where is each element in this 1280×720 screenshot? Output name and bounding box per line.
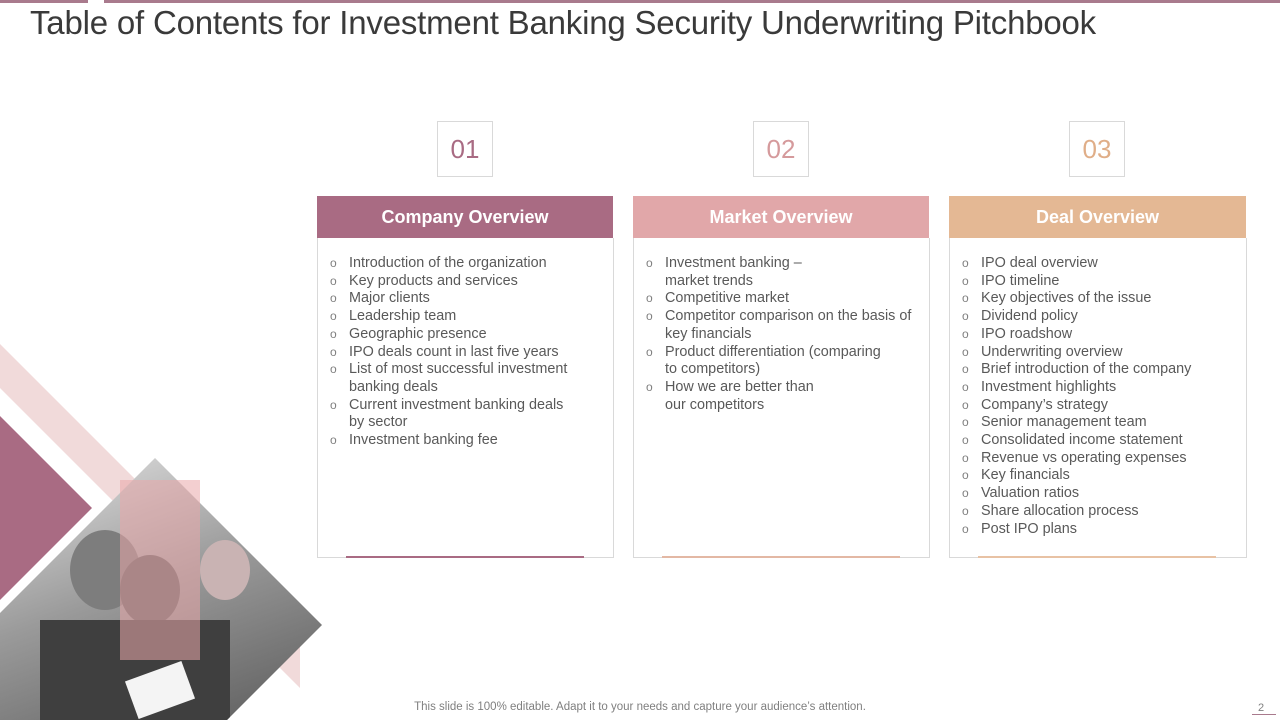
section-list bbox=[330, 255, 600, 450]
list-item: o Current investment banking deals by sector bbox=[330, 397, 577, 432]
list-item: o Competitor comparison on the basis of key financials bbox=[646, 308, 918, 343]
list-item: o Investment banking – market trends bbox=[646, 255, 805, 290]
list-item: o Competitive market bbox=[646, 290, 918, 308]
list-item: o Brief introduction of the company bbox=[962, 361, 1237, 379]
list-item: o Key products and services bbox=[330, 273, 600, 291]
list-item: o Revenue vs operating expenses bbox=[962, 450, 1237, 468]
list-item: o IPO deal overview bbox=[962, 255, 1237, 273]
section-heading: Deal Overview bbox=[949, 196, 1246, 238]
section-underline bbox=[346, 556, 584, 558]
top-accent-line bbox=[0, 0, 88, 3]
list-item: o Dividend policy bbox=[962, 308, 1237, 326]
list-item: o Major clients bbox=[330, 290, 600, 308]
list-item: o Post IPO plans bbox=[962, 521, 1237, 539]
section-number: 01 bbox=[437, 121, 493, 177]
page-number: 2 bbox=[1258, 702, 1265, 714]
section-heading: Company Overview bbox=[317, 196, 613, 238]
list-item: o Leadership team bbox=[330, 308, 600, 326]
slide-title: Table of Contents for Investment Banking Security Underwriting Pitchbook bbox=[30, 4, 1096, 41]
list-item: o List of most successful investment banking deals bbox=[330, 361, 577, 396]
list-item: o Key objectives of the issue bbox=[962, 290, 1237, 308]
list-item: o Senior management team bbox=[962, 414, 1237, 432]
list-item: o Share allocation process bbox=[962, 503, 1237, 521]
section-list bbox=[962, 255, 1237, 538]
list-item: o How we are better than our competitors bbox=[646, 379, 825, 414]
section-underline bbox=[662, 556, 900, 558]
list-item: o Company’s strategy bbox=[962, 397, 1237, 415]
page-number-underline bbox=[1252, 714, 1276, 715]
section-number: 03 bbox=[1069, 121, 1125, 177]
section-underline bbox=[978, 556, 1216, 558]
list-item: o Investment banking fee bbox=[330, 432, 600, 450]
footer-note: This slide is 100% editable. Adapt it to your needs and capture your audience’s attention. bbox=[414, 701, 866, 713]
list-item: o IPO deals count in last five years bbox=[330, 344, 600, 362]
list-item: o Consolidated income statement bbox=[962, 432, 1237, 450]
list-item: o Introduction of the organization bbox=[330, 255, 600, 273]
decorative-artwork bbox=[0, 330, 340, 720]
list-item: o Product differentiation (comparing to competitors) bbox=[646, 344, 895, 379]
section-list bbox=[646, 255, 918, 414]
list-item: o IPO timeline bbox=[962, 273, 1237, 291]
section-heading: Market Overview bbox=[633, 196, 929, 238]
list-item: o IPO roadshow bbox=[962, 326, 1237, 344]
list-item: o Valuation ratios bbox=[962, 485, 1237, 503]
list-item: o Underwriting overview bbox=[962, 344, 1237, 362]
top-accent-line bbox=[104, 0, 1280, 3]
list-item: o Geographic presence bbox=[330, 326, 600, 344]
list-item: o Key financials bbox=[962, 467, 1237, 485]
list-item: o Investment highlights bbox=[962, 379, 1237, 397]
section-number: 02 bbox=[753, 121, 809, 177]
